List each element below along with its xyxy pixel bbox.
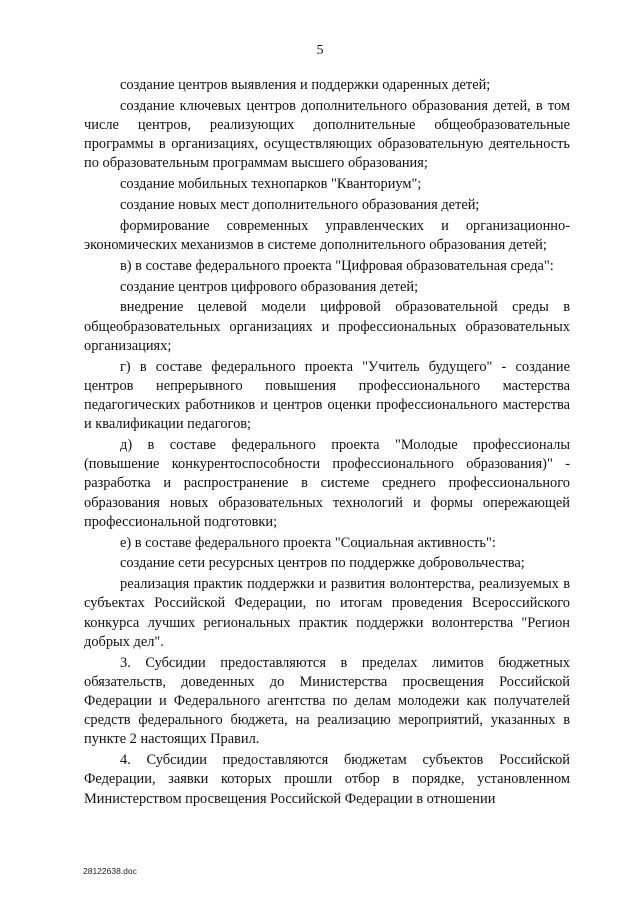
paragraph: создание мобильных технопарков "Кванториум"; (120, 176, 422, 193)
paragraph: 4. Субсидии предоставляются бюджетам субъектов Российской Федерации, заявки которых прошли отбор в порядке, установленном Министерством просвещения Российской Федерации в отношении (84, 752, 570, 807)
paragraph: формирование современных управленческих и организационно-экономических механизмов в системе дополнительного образования детей; (84, 217, 570, 253)
paragraph: в) в составе федерального проекта "Цифровая образовательная среда": (120, 257, 554, 274)
page-number: 5 (316, 43, 324, 58)
paragraph: реализация практик поддержки и развития волонтерства, реализуемых в субъектах Российской Федерации, по итогам проведения Всероссийского конкурса лучших региональных практик поддержки волонтерства "Регион добрых дел". (84, 576, 570, 650)
paragraph: создание центров выявления и поддержки одаренных детей; (120, 77, 491, 93)
paragraph: д) в составе федерального проекта "Молодые профессионалы (повышение конкурентоспособности профессионального образования)" - разработка и распространение в системе среднего профессионального образования новых образовательных технологий и формы опережающей профессиональной подготовки; (84, 437, 570, 530)
paragraph: 3. Субсидии предоставляются в пределах лимитов бюджетных обязательств, доведенных до Министерства просвещения Российской Федерации и Федерального агентства по делам молодежи как получателей средств федерального бюджета, на реализацию мероприятий, указанных в пункте 2 настоящих Правил. (84, 654, 570, 748)
paragraph: создание центров цифрового образования детей; (120, 278, 419, 295)
paragraph: создание сети ресурсных центров по поддержке добровольчества; (120, 555, 525, 572)
document-body (84, 76, 570, 810)
paragraph: создание новых мест дополнительного образования детей; (120, 197, 480, 213)
document-file-code: 28122638.doc (83, 866, 137, 876)
paragraph: внедрение целевой модели цифровой образовательной среды в общеобразовательных организациях и профессиональных образовательных организациях; (84, 299, 570, 354)
paragraph: г) в составе федерального проекта "Учитель будущего" - создание центров непрерывного повышения профессионального мастерства педагогических работников и центров оценки профессионального мастерства и квалификации педагогов; (84, 358, 570, 433)
paragraph: создание ключевых центров дополнительного образования детей, в том числе центров, реализующих дополнительные общеобразовательные программы в организациях, осуществляющих образовательную деятельность по образовательным программам высшего образования; (84, 97, 570, 172)
paragraph: е) в составе федерального проекта "Социальная активность": (120, 534, 496, 551)
